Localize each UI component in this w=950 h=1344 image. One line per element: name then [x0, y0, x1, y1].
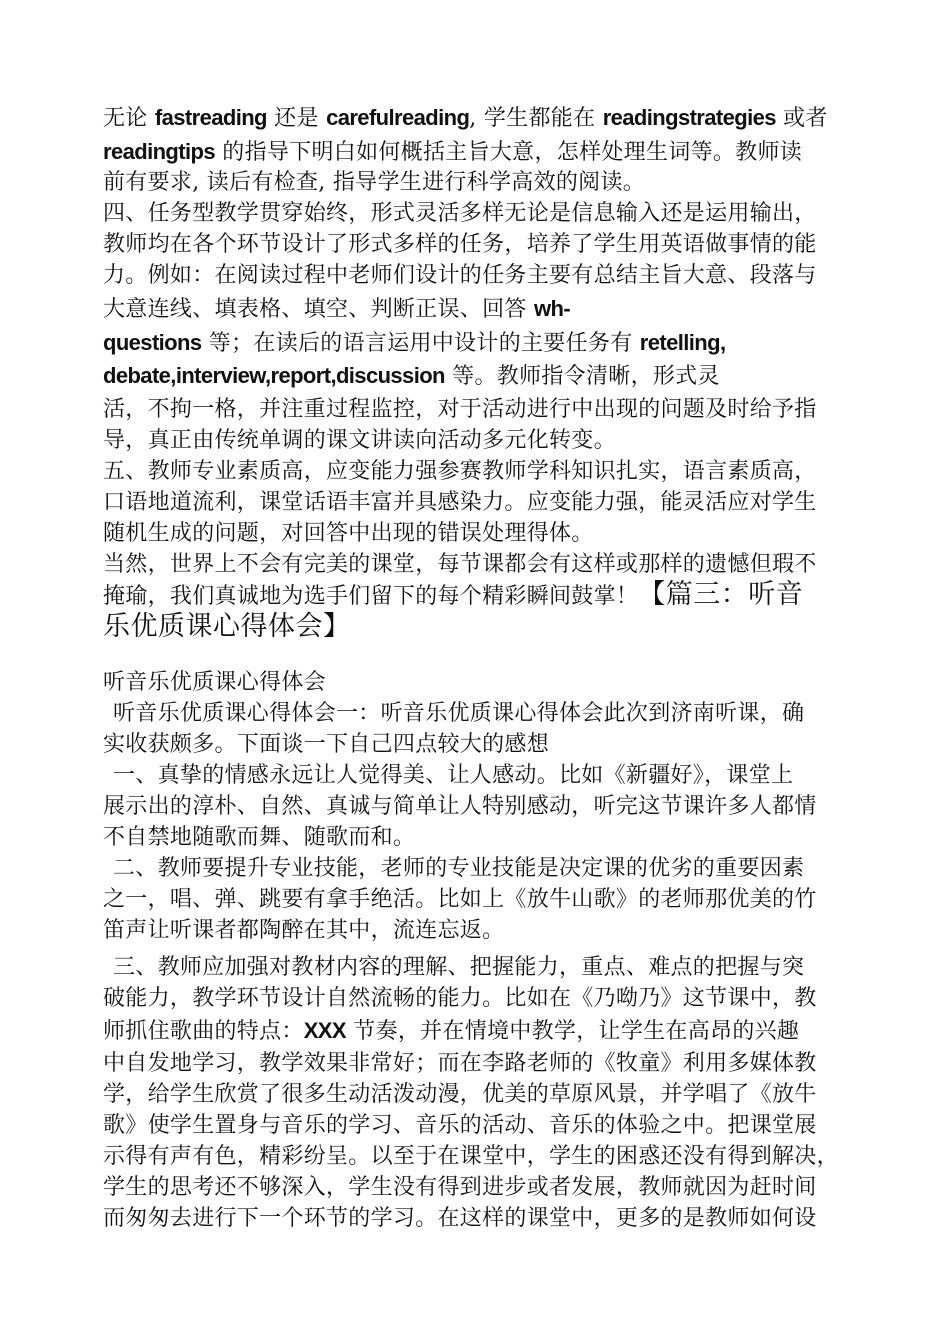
text-line: 学生的思考还不够深入，学生没有得到进步或者发展，教师就因为赶时间 — [103, 1175, 817, 1200]
text-line: 掩瑜，我们真诚地为选手们留下的每个精彩瞬间鼓掌！【篇三：听音 — [103, 579, 804, 610]
text-line: 实收获颇多。下面谈一下自己四点较大的感想 — [103, 732, 550, 757]
text-line: 不自禁地随歌而舞、随歌而和。 — [103, 825, 416, 850]
text-line: 中自发地学习，教学效果非常好；而在李路老师的《牧童》利用多媒体教 — [103, 1051, 817, 1076]
article-title: 听音乐优质课心得体会 — [103, 670, 327, 695]
text-line: 听音乐优质课心得体会一：听音乐优质课心得体会此次到济南听课，确 — [113, 701, 805, 726]
text-line: questions 等；在读后的语言运用中设计的主要任务有 retelling, — [103, 330, 726, 356]
text-line: 笛声让听课者都陶醉在其中，流连忘返。 — [103, 918, 505, 943]
text-line: 之一，唱、弹、跳要有拿手绝活。比如上《放牛山歌》的老师那优美的竹 — [103, 887, 817, 912]
text-line: debate,interview,report,discussion 等。教师指令清晰，形式灵 — [103, 363, 720, 389]
text-line: 三、教师应加强对教材内容的理解、把握能力，重点、难点的把握与突 — [113, 955, 805, 980]
text-line: 师抓住歌曲的特点：XXX 节奏，并在情境中教学，让学生在高昂的兴趣 — [103, 1018, 800, 1044]
text-line: 导，真正由传统单调的课文讲读向活动多元化转变。 — [103, 428, 616, 453]
text-line: 学，给学生欣赏了很多生动活泼动漫，优美的草原风景，并学唱了《放牛 — [103, 1082, 817, 1107]
text-line: 歌》使学生置身与音乐的学习、音乐的活动、音乐的体验之中。把课堂展 — [103, 1113, 817, 1138]
text-line: 二、教师要提升专业技能，老师的专业技能是决定课的优劣的重要因素 — [113, 856, 805, 881]
text-line: 无论 fastreading 还是 carefulreading, 学生都能在 readingstrategies 或者 — [103, 105, 828, 131]
text-line: 一、真挚的情感永远让人觉得美、让人感动。比如《新疆好》，课堂上 — [113, 763, 794, 788]
text-line: 随机生成的问题，对回答中出现的错误处理得体。 — [103, 521, 594, 546]
section-heading: 乐优质课心得体会】 — [103, 611, 351, 642]
text-line: 示得有声有色，精彩纷呈。以至于在课堂中，学生的困惑还没有得到解决， — [103, 1144, 839, 1169]
text-line: 展示出的淳朴、自然、真诚与简单让人特别感动，听完这节课许多人都情 — [103, 794, 817, 819]
text-line: 口语地道流利，课堂话语丰富并具感染力。应变能力强，能灵活应对学生 — [103, 490, 817, 515]
text-line: 大意连线、填表格、填空、判断正误、回答 wh- — [103, 296, 571, 322]
text-line: 教师均在各个环节设计了形式多样的任务，培养了学生用英语做事情的能 — [103, 232, 817, 257]
text-line: 当然，世界上不会有完美的课堂，每节课都会有这样或那样的遗憾但瑕不 — [103, 552, 817, 577]
text-line: 活，不拘一格，并注重过程监控，对于活动进行中出现的问题及时给予指 — [103, 397, 817, 422]
text-line: 破能力，教学环节设计自然流畅的能力。比如在《乃呦乃》这节课中，教 — [103, 986, 817, 1011]
text-line: 力。例如：在阅读过程中老师们设计的任务主要有总结主旨大意、段落与 — [103, 263, 817, 288]
text-line: 四、任务型教学贯穿始终，形式灵活多样无论是信息输入还是运用输出， — [103, 201, 817, 226]
text-line: readingtips 的指导下明白如何概括主旨大意，怎样处理生词等。教师读 — [103, 139, 803, 165]
section-heading: 【篇三：听音 — [638, 579, 804, 610]
text-line: 前有要求, 读后有检查, 指导学生进行科学高效的阅读。 — [103, 170, 646, 195]
text-line: 而匆匆去进行下一个环节的学习。在这样的课堂中，更多的是教师如何设 — [103, 1206, 817, 1231]
text-line: 五、教师专业素质高，应变能力强参赛教师学科知识扎实，语言素质高， — [103, 459, 817, 484]
